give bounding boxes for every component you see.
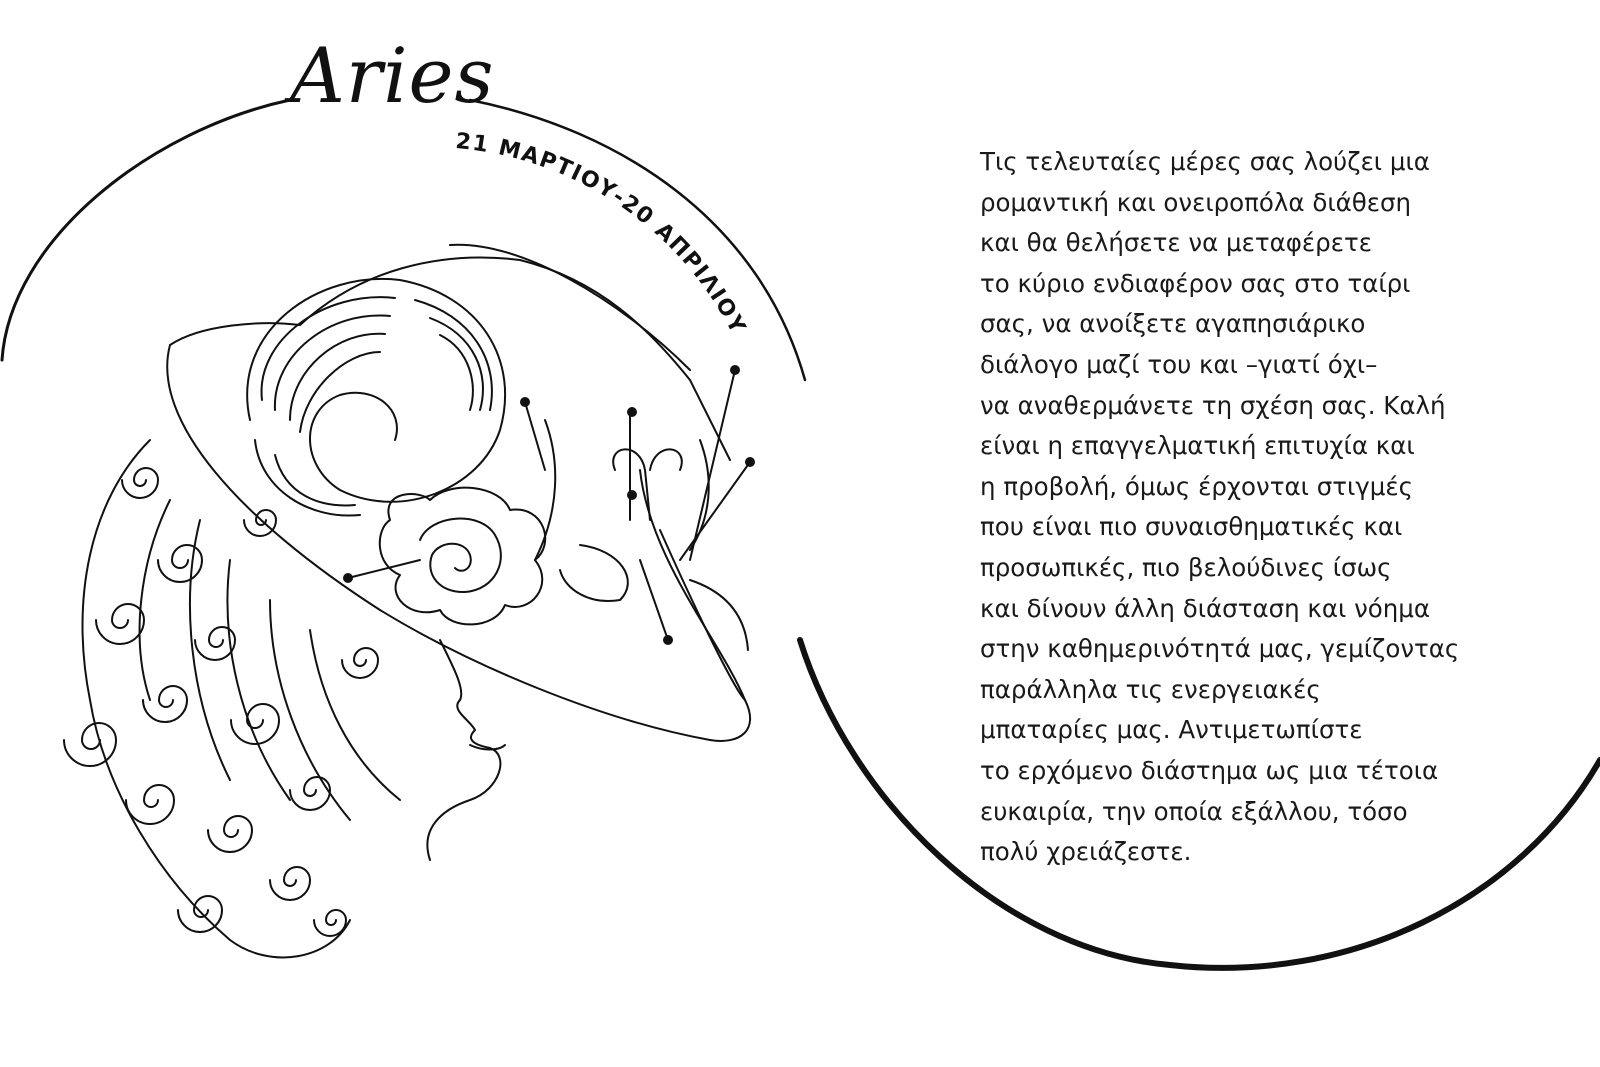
horoscope-line: προσωπικές, πιο βελούδινες ίσως xyxy=(980,552,1392,582)
horoscope-line: στην καθημερινότητά μας, γεμίζοντας xyxy=(980,634,1460,664)
horoscope-line: παράλληλα τις ενεργειακές xyxy=(980,674,1321,704)
curly-hair xyxy=(64,440,400,957)
horoscope-line: διάλογο μαζί του και –γιατί όχι– xyxy=(980,349,1378,379)
horoscope-line: ευκαιρία, την οποία εξάλλου, τόσο xyxy=(980,796,1408,826)
horoscope-text xyxy=(980,142,1500,873)
horoscope-line: να αναθερμάνετε τη σχέση σας. Καλή xyxy=(980,390,1446,420)
hat-crown xyxy=(300,258,730,460)
horoscope-line: και θα θελήσετε να μεταφέρετε xyxy=(980,228,1372,258)
horoscope-line: πολύ χρειάζεστε. xyxy=(980,837,1192,867)
horoscope-line: η προβολή, όμως έρχονται στιγμές xyxy=(980,471,1413,501)
horoscope-line: το κύριο ενδιαφέρον σας στο ταίρι xyxy=(980,268,1411,298)
sign-title: Aries xyxy=(290,31,495,120)
horoscope-line: που είναι πιο συναισθηματικές και xyxy=(980,512,1403,542)
horoscope-line: σας, να ανοίξετε αγαπησιάρικο xyxy=(980,309,1366,339)
sign-dates xyxy=(454,129,750,339)
horoscope-line: και δίνουν άλλη διάσταση και νόημα xyxy=(980,593,1431,623)
ram-horn xyxy=(247,279,505,516)
horoscope-line: είναι η επαγγελματική επιτυχία και xyxy=(980,431,1415,461)
rose-icon xyxy=(380,488,545,625)
horoscope-line: το ερχόμενο διάστημα ως μια τέτοια xyxy=(980,755,1439,785)
horoscope-line: μπαταρίες μας. Αντιμετωπίστε xyxy=(980,715,1363,745)
horoscope-line: ρομαντική και ονειροπόλα διάθεση xyxy=(980,187,1412,217)
sign-dates-path: 21 ΜΑΡΤΙΟΥ-20 ΑΠΡΙΛΙΟΥ xyxy=(454,128,751,339)
aries-woman-illustration-icon xyxy=(64,245,750,958)
horoscope-line: Τις τελευταίες μέρες σας λούζει μια xyxy=(980,147,1430,176)
